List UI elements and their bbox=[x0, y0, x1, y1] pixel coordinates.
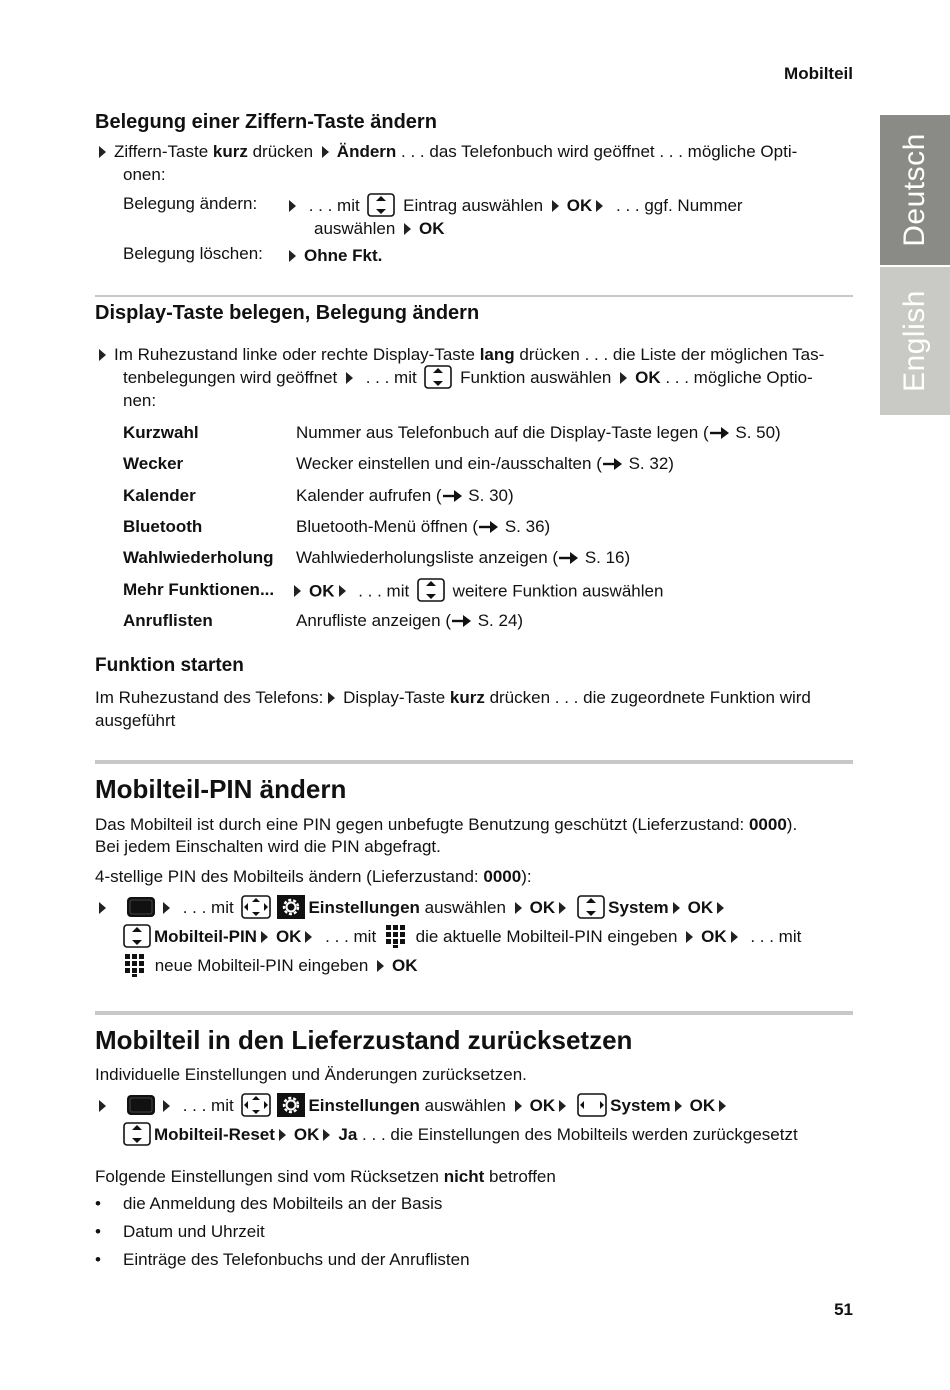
updown-key-icon bbox=[424, 365, 452, 389]
sec2-start-line-1: Im Ruhezustand des Telefons: Display-Taste kurz drücken . . . die zugeordnete Funktion wird bbox=[95, 688, 811, 707]
navkey-icon bbox=[241, 895, 271, 919]
triangle-right-icon bbox=[559, 902, 566, 914]
triangle-right-icon bbox=[163, 902, 170, 914]
tab-deutsch-label: Deutsch bbox=[898, 133, 931, 247]
arrow-ref-icon bbox=[602, 457, 624, 471]
updown-key-icon bbox=[123, 924, 151, 948]
row-label-belegung-aendern: Belegung ändern: bbox=[123, 194, 258, 213]
divider bbox=[95, 1011, 853, 1015]
sec3-step-3: neue Mobilteil-PIN eingeben OK bbox=[123, 953, 881, 979]
triangle-right-icon bbox=[99, 349, 106, 361]
option-key: Bluetooth bbox=[123, 517, 203, 536]
sec4-para-1: Individuelle Einstellungen und Änderungen zurücksetzen. bbox=[95, 1065, 527, 1084]
option-key: Anruflisten bbox=[123, 611, 213, 630]
row-text-belegung-loeschen: Ohne Fkt. bbox=[285, 244, 685, 267]
navkey-icon bbox=[241, 1093, 271, 1117]
triangle-right-icon bbox=[515, 1100, 522, 1112]
row-text-belegung-aendern-cont: auswählen OK bbox=[314, 219, 445, 238]
arrow-ref-icon bbox=[442, 489, 464, 503]
updown-key-icon bbox=[367, 193, 395, 217]
triangle-right-icon bbox=[404, 223, 411, 235]
option-text: Wahlwiederholungsliste anzeigen ( S. 16) bbox=[296, 548, 631, 567]
arrow-ref-icon bbox=[709, 426, 731, 440]
tab-english[interactable] bbox=[880, 267, 950, 415]
triangle-right-icon bbox=[163, 1100, 170, 1112]
triangle-right-icon bbox=[99, 1100, 106, 1112]
triangle-right-icon bbox=[717, 902, 724, 914]
section-title-reset: Mobilteil in den Lieferzustand zurücksetzen bbox=[95, 1025, 633, 1055]
triangle-right-icon bbox=[515, 902, 522, 914]
option-text: OK . . . mit weitere Funktion auswählen bbox=[290, 580, 663, 604]
triangle-right-icon bbox=[675, 1100, 682, 1112]
option-key: Wecker bbox=[123, 454, 184, 473]
sec3-para-3: 4-stellige PIN des Mobilteils ändern (Lieferzustand: 0000): bbox=[95, 867, 532, 886]
tab-deutsch[interactable] bbox=[880, 115, 950, 265]
keypad-icon bbox=[123, 953, 147, 977]
triangle-right-icon bbox=[377, 960, 384, 972]
page-number: 51 bbox=[834, 1300, 853, 1319]
triangle-right-icon bbox=[99, 146, 106, 158]
triangle-right-icon bbox=[289, 250, 296, 262]
option-key: Mehr Funktionen... bbox=[123, 580, 275, 599]
sec1-line-1: Ziffern-Taste kurz drücken Ändern . . . das Telefonbuch wird geöffnet . . . mögliche Opti- bbox=[95, 140, 853, 163]
menu-key-icon bbox=[126, 896, 156, 918]
triangle-right-icon bbox=[719, 1100, 726, 1112]
triangle-right-icon bbox=[339, 585, 346, 597]
divider bbox=[95, 295, 853, 297]
bullet-item: • Einträge des Telefonbuchs und der Anruflisten bbox=[95, 1250, 470, 1269]
running-header: Mobilteil bbox=[784, 64, 853, 83]
gear-icon bbox=[277, 1093, 305, 1117]
tab-english-label: English bbox=[898, 290, 931, 392]
divider bbox=[95, 760, 853, 764]
triangle-right-icon bbox=[294, 585, 301, 597]
section-title-display-taste: Display-Taste belegen, Belegung ändern bbox=[95, 302, 480, 324]
sec4-step-1: . . . mit Einstellungen auswählen OK System OK bbox=[95, 1093, 853, 1119]
triangle-right-icon bbox=[99, 902, 106, 914]
option-key: Kurzwahl bbox=[123, 423, 199, 442]
arrow-ref-icon bbox=[558, 551, 580, 565]
triangle-right-icon bbox=[261, 931, 268, 943]
triangle-right-icon bbox=[322, 146, 329, 158]
bullet-item: • die Anmeldung des Mobilteils an der Basis bbox=[95, 1194, 443, 1213]
option-key: Wahlwiederholung bbox=[123, 548, 274, 567]
subsection-title-funktion-starten: Funktion starten bbox=[95, 655, 244, 676]
sec3-step-1: . . . mit Einstellungen auswählen OK System OK bbox=[95, 895, 853, 921]
arrow-ref-icon bbox=[451, 614, 473, 628]
arrow-ref-icon bbox=[478, 520, 500, 534]
option-text: Anrufliste anzeigen ( S. 24) bbox=[296, 611, 524, 630]
triangle-right-icon bbox=[673, 902, 680, 914]
updown-key-icon bbox=[417, 578, 445, 602]
triangle-right-icon bbox=[305, 931, 312, 943]
menu-key-icon bbox=[126, 1094, 156, 1116]
sec3-step-2: Mobilteil-PIN OK . . . mit die aktuelle Mobilteil-PIN eingeben OK . . . mit bbox=[123, 924, 881, 950]
row-label-belegung-loeschen: Belegung löschen: bbox=[123, 244, 263, 263]
option-text: Wecker einstellen und ein-/ausschalten ( S. 32) bbox=[296, 454, 674, 473]
triangle-right-icon bbox=[346, 372, 353, 384]
sec2-line-2: tenbelegungen wird geöffnet . . . mit Funktion auswählen OK . . . mögliche Optio- bbox=[123, 366, 853, 391]
updown-key-icon bbox=[123, 1122, 151, 1146]
section-title-ziffern-taste: Belegung einer Ziffern-Taste ändern bbox=[95, 111, 437, 133]
sec3-para-2: Bei jedem Einschalten wird die PIN abgefragt. bbox=[95, 837, 441, 856]
triangle-right-icon bbox=[559, 1100, 566, 1112]
sec4-step-2: Mobilteil-Reset OK Ja . . . die Einstellungen des Mobilteils werden zurückgesetzt bbox=[123, 1122, 881, 1148]
triangle-right-icon bbox=[620, 372, 627, 384]
sec1-line-2: onen: bbox=[123, 165, 166, 184]
navkey-lr-icon bbox=[577, 1093, 607, 1117]
bullet-item: • Datum und Uhrzeit bbox=[95, 1222, 265, 1241]
triangle-right-icon bbox=[279, 1129, 286, 1141]
triangle-right-icon bbox=[328, 692, 335, 704]
option-text: Bluetooth-Menü öffnen ( S. 36) bbox=[296, 517, 551, 536]
triangle-right-icon bbox=[552, 200, 559, 212]
sec2-start-line-2: ausgeführt bbox=[95, 711, 176, 730]
gear-icon bbox=[277, 895, 305, 919]
sec3-para-1: Das Mobilteil ist durch eine PIN gegen unbefugte Benutzung geschützt (Lieferzustand: 0000). bbox=[95, 815, 798, 834]
triangle-right-icon bbox=[289, 200, 296, 212]
triangle-right-icon bbox=[323, 1129, 330, 1141]
row-text-belegung-aendern: . . . mit Eintrag auswählen OK . . . ggf. Nummer bbox=[285, 194, 845, 219]
sec4-para-2: Folgende Einstellungen sind vom Rücksetzen nicht betroffen bbox=[95, 1167, 556, 1186]
sec2-line-3: nen: bbox=[123, 391, 157, 410]
option-text: Kalender aufrufen ( S. 30) bbox=[296, 486, 514, 505]
option-key: Kalender bbox=[123, 486, 196, 505]
triangle-right-icon bbox=[731, 931, 738, 943]
sec2-line-1: Im Ruhezustand linke oder rechte Display-Taste lang drücken . . . die Liste der möglichen Tas- bbox=[95, 343, 853, 366]
updown-key-icon bbox=[577, 895, 605, 919]
section-title-pin: Mobilteil-PIN ändern bbox=[95, 774, 347, 804]
option-text: Nummer aus Telefonbuch auf die Display-Taste legen ( S. 50) bbox=[296, 423, 781, 442]
triangle-right-icon bbox=[596, 200, 603, 212]
keypad-icon bbox=[384, 924, 408, 948]
triangle-right-icon bbox=[686, 931, 693, 943]
